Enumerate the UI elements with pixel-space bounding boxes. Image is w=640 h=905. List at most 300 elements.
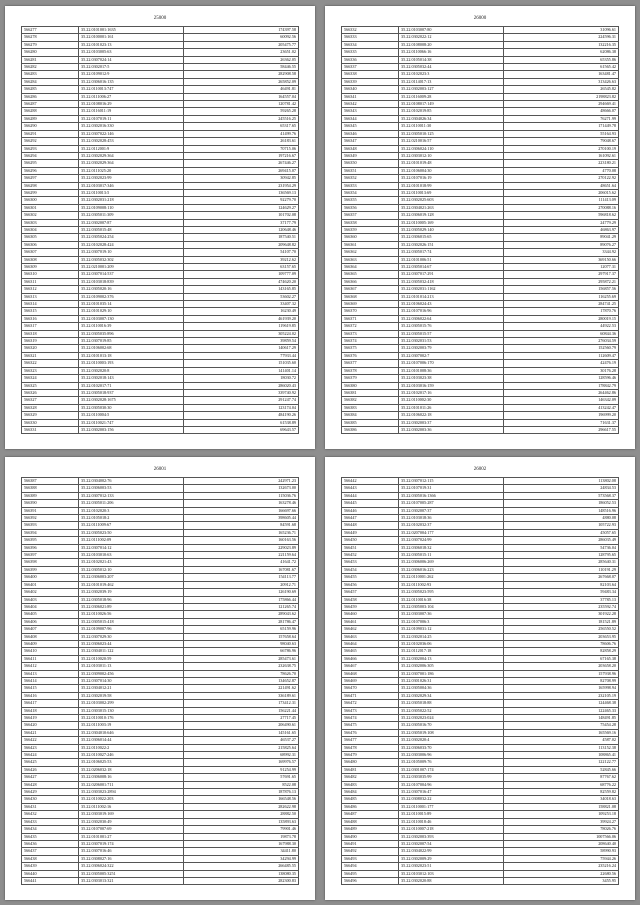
cadastral-number-cell: 35.22.0307016:46 — [79, 848, 184, 855]
table-row — [342, 552, 619, 559]
value-cell: 197216.67 — [184, 152, 299, 159]
row-number-cell: 566319 — [22, 338, 79, 345]
cadastral-number-cell: 35.22.0307024:99 — [399, 537, 504, 544]
table-row — [22, 877, 299, 884]
data-table — [341, 26, 619, 434]
value-cell: 61565.42 — [504, 64, 619, 71]
cadastral-number-cell: 35.22.0108017:149 — [399, 101, 504, 108]
cadastral-number-cell: 35.22.0111006:27 — [79, 93, 184, 100]
cadastral-number-cell: 35.22.0305015:57 — [399, 330, 504, 337]
cadastral-number-cell: 35.22.0302003:79 — [399, 345, 504, 352]
table-row — [22, 559, 299, 566]
row-number-cell: 566369 — [342, 301, 399, 308]
value-cell: 206490.61 — [184, 722, 299, 729]
value-cell: 235216.24 — [504, 863, 619, 870]
cadastral-number-cell: 35.22.0109002:376 — [79, 293, 184, 300]
value-cell: 264462.86 — [504, 389, 619, 396]
row-number-cell: 566301 — [22, 204, 79, 211]
value-cell: 221159.64 — [184, 552, 299, 559]
table-row — [22, 603, 299, 610]
row-number-cell: 566281 — [22, 56, 79, 63]
cadastral-number-cell: 35.22.0106024:43 — [399, 301, 504, 308]
value-cell: 187540.51 — [184, 234, 299, 241]
value-cell: 413242.47 — [504, 404, 619, 411]
cadastral-number-cell: 35.22.0307019:85 — [79, 338, 184, 345]
table-row — [22, 367, 299, 374]
value-cell: 30942.85 — [184, 175, 299, 182]
table-row — [22, 818, 299, 825]
value-cell: 89041.29 — [504, 234, 619, 241]
table-row — [22, 811, 299, 818]
row-number-cell: 566431 — [22, 803, 79, 810]
cadastral-number-cell: 35.22.0307019:10 — [79, 249, 184, 256]
table-row — [342, 308, 619, 315]
table-row — [342, 707, 619, 714]
value-cell: 203653.95 — [504, 633, 619, 640]
table-row — [342, 537, 619, 544]
table-row — [342, 789, 619, 796]
row-number-cell: 566380 — [342, 382, 399, 389]
cadastral-number-cell: 35.22.0103005:63 — [79, 49, 184, 56]
cadastral-number-cell: 35.22.0302018:143 — [79, 375, 184, 382]
row-number-cell: 566456 — [342, 581, 399, 588]
table-row — [342, 863, 619, 870]
cadastral-number-cell: 35.22.0305035:896 — [79, 330, 184, 337]
table-row — [342, 581, 619, 588]
value-cell: 24779.29 — [504, 219, 619, 226]
value-cell: 108865.41 — [504, 752, 619, 759]
value-cell: 116255.69 — [504, 293, 619, 300]
table-row — [342, 130, 619, 137]
row-number-cell: 566442 — [342, 478, 399, 485]
value-cell: 37785.13 — [504, 596, 619, 603]
row-number-cell: 566408 — [22, 633, 79, 640]
value-cell: 105722.93 — [504, 522, 619, 529]
value-cell: 203658.20 — [504, 663, 619, 670]
cadastral-number-cell: 35.22.0307029:30 — [79, 633, 184, 640]
page-title: 25000 — [153, 16, 167, 21]
table-row — [22, 56, 299, 63]
row-number-cell: 566322 — [22, 360, 79, 367]
row-number-cell: 566413 — [22, 670, 79, 677]
cadastral-number-cell: 35.22.0305023:595 — [399, 589, 504, 596]
cadastral-number-cell: 35.22.0305014:67 — [399, 264, 504, 271]
table-row — [342, 803, 619, 810]
row-number-cell: 566445 — [342, 500, 399, 507]
value-cell: 22680.56 — [504, 870, 619, 877]
table-row — [22, 241, 299, 248]
table-row — [342, 426, 619, 433]
value-cell: 148491.85 — [504, 715, 619, 722]
value-cell: 221491.62 — [184, 685, 299, 692]
row-number-cell: 566405 — [22, 611, 79, 618]
table-row — [342, 811, 619, 818]
table-row — [342, 759, 619, 766]
cadastral-number-cell: 35.22.0307022:146 — [79, 130, 184, 137]
cadastral-number-cell: 35.22.0110066:16 — [399, 49, 504, 56]
row-number-cell: 566446 — [342, 507, 399, 514]
value-cell: 215825.64 — [184, 744, 299, 751]
row-number-cell: 566465 — [342, 648, 399, 655]
row-number-cell: 566279 — [22, 41, 79, 48]
value-cell: 65355.86 — [504, 56, 619, 63]
cadastral-number-cell: 35.22.0305018:937 — [79, 389, 184, 396]
table-row — [22, 323, 299, 330]
value-cell: 305224.02 — [184, 330, 299, 337]
row-number-cell: 566390 — [22, 500, 79, 507]
table-row — [342, 286, 619, 293]
value-cell: 30176.28 — [504, 367, 619, 374]
cadastral-number-cell: 35.22.0302007:54 — [399, 840, 504, 847]
value-cell: 146342.09 — [504, 397, 619, 404]
row-number-cell: 566278 — [22, 34, 79, 41]
cadastral-number-cell: 35.22.0101019:48 — [399, 160, 504, 167]
page-title: 26002 — [473, 467, 487, 472]
table-row — [22, 78, 299, 85]
cadastral-number-cell: 35.22.0304022:99 — [399, 848, 504, 855]
page-title: 26001 — [153, 467, 167, 472]
row-number-cell: 566328 — [22, 404, 79, 411]
cadastral-number-cell: 35.22.0306003:53 — [79, 485, 184, 492]
cadastral-number-cell: 35.22.0301026:31 — [399, 677, 504, 684]
row-number-cell: 566441 — [22, 877, 79, 884]
value-cell: 284741.25 — [504, 301, 619, 308]
table-row — [22, 41, 299, 48]
cadastral-number-cell: 35.22.0111025:20 — [79, 167, 184, 174]
table-row — [342, 382, 619, 389]
table-row — [22, 412, 299, 419]
cadastral-number-cell: 35.22.0116009:28 — [399, 93, 504, 100]
value-cell: 78606.76 — [504, 640, 619, 647]
value-cell: 294669.41 — [504, 101, 619, 108]
value-cell: 175866.44 — [184, 596, 299, 603]
table-row — [22, 515, 299, 522]
table-row — [22, 752, 299, 759]
row-number-cell: 566464 — [342, 640, 399, 647]
row-number-cell: 566396 — [22, 544, 79, 551]
table-row — [342, 826, 619, 833]
row-number-cell: 566297 — [22, 175, 79, 182]
value-cell: 196999.20 — [504, 412, 619, 419]
row-number-cell: 566429 — [22, 789, 79, 796]
cadastral-number-cell: 35.22.0302020:88 — [399, 877, 504, 884]
value-cell: 231954.29 — [184, 182, 299, 189]
cadastral-number-cell: 35.22.0110004:5 — [79, 412, 184, 419]
cadastral-number-cell: 35.22.0306019:128 — [399, 212, 504, 219]
value-cell: 57691.65 — [184, 774, 299, 781]
table-row — [342, 152, 619, 159]
cadastral-number-cell: 35.22.0103023:38 — [399, 375, 504, 382]
cadastral-number-cell: 35.22.0305003:104 — [399, 603, 504, 610]
table-row — [22, 670, 299, 677]
table-row — [342, 818, 619, 825]
row-number-cell: 566305 — [22, 234, 79, 241]
value-cell: 68992.31 — [184, 752, 299, 759]
value-cell: 78026.76 — [504, 826, 619, 833]
cadastral-number-cell: 35.22.0101006:51 — [399, 256, 504, 263]
value-cell: 336189.61 — [184, 692, 299, 699]
table-row — [22, 130, 299, 137]
table-row — [22, 522, 299, 529]
cadastral-number-cell: 35.22.0305015:11 — [399, 552, 504, 559]
cadastral-number-cell: 35.22.0306024:110 — [399, 145, 504, 152]
row-number-cell: 566321 — [22, 352, 79, 359]
row-number-cell: 566288 — [22, 108, 79, 115]
row-number-cell: 566392 — [22, 515, 79, 522]
cadastral-number-cell: 35.22.0306003:207 — [79, 574, 184, 581]
value-cell: 286020.43 — [184, 382, 299, 389]
cadastral-number-cell: 35.22.0110020:59 — [79, 655, 184, 662]
table-row — [22, 352, 299, 359]
value-cell: 256550.52 — [504, 626, 619, 633]
cadastral-number-cell: 35.22.0306016:135 — [79, 78, 184, 85]
row-number-cell: 566298 — [22, 182, 79, 189]
table-row — [342, 264, 619, 271]
value-cell: 26545.82 — [504, 86, 619, 93]
row-number-cell: 566459 — [342, 603, 399, 610]
row-number-cell: 566359 — [342, 226, 399, 233]
table-row — [22, 160, 299, 167]
cadastral-number-cell: 35.22.0305005:3251 — [79, 870, 184, 877]
cadastral-number-cell: 35.22.0110013:69 — [399, 189, 504, 196]
cadastral-number-cell: 35.22.0110016:38 — [399, 596, 504, 603]
table-row — [22, 492, 299, 499]
cadastral-number-cell: 35.22.0304012:21 — [79, 685, 184, 692]
row-number-cell: 566426 — [22, 766, 79, 773]
row-number-cell: 566324 — [22, 375, 79, 382]
cadastral-number-cell: 35.22.0102020:3 — [79, 507, 184, 514]
value-cell: 31096.61 — [504, 27, 619, 34]
value-cell: 223180.21 — [504, 160, 619, 167]
row-number-cell: 566447 — [342, 515, 399, 522]
table-row — [342, 256, 619, 263]
value-cell: 165998.94 — [504, 685, 619, 692]
table-row — [342, 71, 619, 78]
table-row — [342, 640, 619, 647]
row-number-cell: 566412 — [22, 663, 79, 670]
row-number-cell: 566403 — [22, 596, 79, 603]
cadastral-number-cell: 35.22.0305019:108 — [399, 729, 504, 736]
table-row — [22, 49, 299, 56]
row-number-cell: 566401 — [22, 581, 79, 588]
row-number-cell: 566468 — [342, 670, 399, 677]
row-number-cell: 566315 — [22, 308, 79, 315]
value-cell: 70715.06 — [184, 145, 299, 152]
table-row — [342, 655, 619, 662]
table-row — [22, 781, 299, 788]
cadastral-number-cell: 35.22.0108016:29 — [79, 101, 184, 108]
value-cell: 134652.87 — [184, 677, 299, 684]
cadastral-number-cell: 35.22.0304011:122 — [79, 648, 184, 655]
table-row — [22, 633, 299, 640]
row-number-cell: 566302 — [22, 212, 79, 219]
table-row — [22, 115, 299, 122]
value-cell: 26362.05 — [184, 56, 299, 63]
cadastral-number-cell: 35.22.0107016:19 — [399, 175, 504, 182]
table-row — [22, 596, 299, 603]
cadastral-number-cell: 35.22.0109007:96 — [79, 626, 184, 633]
cadastral-number-cell: 35.22.0305011:309 — [79, 212, 184, 219]
cadastral-number-cell: 35.22.0102023:3 — [399, 71, 504, 78]
value-cell: 27717.45 — [184, 715, 299, 722]
value-cell: 163278.46 — [184, 500, 299, 507]
value-cell: 154113.77 — [184, 574, 299, 581]
row-number-cell: 566374 — [342, 338, 399, 345]
table-row — [22, 397, 299, 404]
row-number-cell: 566484 — [342, 789, 399, 796]
value-cell: 121265.74 — [184, 603, 299, 610]
value-cell: 82708.99 — [504, 677, 619, 684]
table-row — [22, 404, 299, 411]
cadastral-number-cell: 35.22.0306016:223 — [399, 566, 504, 573]
table-row — [342, 93, 619, 100]
row-number-cell: 566352 — [342, 175, 399, 182]
row-number-cell: 566488 — [342, 818, 399, 825]
row-number-cell: 566277 — [22, 27, 79, 34]
value-cell: 120648.46 — [184, 226, 299, 233]
value-cell: 91254.99 — [184, 766, 299, 773]
row-number-cell: 566411 — [22, 655, 79, 662]
cadastral-number-cell: 35.22.0305015:48 — [79, 226, 184, 233]
table-row — [342, 345, 619, 352]
cadastral-number-cell: 35.22.0103010:63 — [79, 552, 184, 559]
cadastral-number-cell: 35.22.0302003:36 — [399, 426, 504, 433]
cadastral-number-cell: 35.22.0101013:18 — [79, 352, 184, 359]
row-number-cell: 566438 — [22, 855, 79, 862]
row-number-cell: 566406 — [22, 618, 79, 625]
cadastral-number-cell: 35.22.0106025:53 — [79, 759, 184, 766]
table-row — [342, 323, 619, 330]
cadastral-number-cell: 35.22.0302003:127 — [399, 86, 504, 93]
cadastral-number-cell: 35.22.0305016:1366 — [399, 492, 504, 499]
row-number-cell: 566294 — [22, 152, 79, 159]
cadastral-number-cell: 35.22.0110011:30 — [399, 123, 504, 130]
value-cell: 186052.53 — [504, 500, 619, 507]
row-number-cell: 566371 — [342, 315, 399, 322]
row-number-cell: 566334 — [342, 41, 399, 48]
cadastral-number-cell: 35.22.0110015:89 — [399, 811, 504, 818]
table-row — [22, 219, 299, 226]
cadastral-number-cell: 35.22.0307016:47 — [399, 789, 504, 796]
value-cell: 41499.76 — [184, 130, 299, 137]
table-row — [22, 529, 299, 536]
cadastral-number-cell: 35.22.0307012:133 — [79, 492, 184, 499]
value-cell: 206015.62 — [504, 189, 619, 196]
row-number-cell: 566435 — [22, 833, 79, 840]
table-row — [342, 86, 619, 93]
row-number-cell: 566491 — [342, 840, 399, 847]
value-cell: 151035.60 — [184, 360, 299, 367]
row-number-cell: 566358 — [342, 219, 399, 226]
value-cell: 132216.35 — [504, 41, 619, 48]
table-row — [22, 796, 299, 803]
cadastral-number-cell: 35.22.0302020:8 — [79, 367, 184, 374]
table-row — [342, 375, 619, 382]
table-row — [342, 315, 619, 322]
value-cell: 165569.16 — [504, 729, 619, 736]
cadastral-number-cell: 35.22.0303023:2894 — [79, 789, 184, 796]
value-cell: 169976.57 — [184, 759, 299, 766]
value-cell: 281786.47 — [184, 618, 299, 625]
row-number-cell: 566349 — [342, 152, 399, 159]
value-cell: 269415.07 — [184, 167, 299, 174]
table-row — [342, 618, 619, 625]
table-row — [342, 485, 619, 492]
table-row — [22, 574, 299, 581]
row-number-cell: 566432 — [22, 811, 79, 818]
row-number-cell: 566410 — [22, 648, 79, 655]
table-row — [22, 626, 299, 633]
table-row — [22, 338, 299, 345]
row-number-cell: 566325 — [22, 382, 79, 389]
row-number-cell: 566354 — [342, 189, 399, 196]
row-number-cell: 566417 — [22, 700, 79, 707]
value-cell: 163481.47 — [504, 71, 619, 78]
cadastral-number-cell: 35.22.0110026:56 — [79, 611, 184, 618]
value-cell: 265852.09 — [184, 78, 299, 85]
cadastral-number-cell: 35.22.0307017:291 — [399, 271, 504, 278]
table-row — [22, 478, 299, 485]
row-number-cell: 566355 — [342, 197, 399, 204]
row-number-cell: 566485 — [342, 796, 399, 803]
value-cell: 58990.93 — [504, 848, 619, 855]
table-row — [22, 308, 299, 315]
value-cell: 17870.76 — [504, 308, 619, 315]
value-cell: 157658.64 — [184, 633, 299, 640]
value-cell: 46863.97 — [504, 226, 619, 233]
row-number-cell: 566326 — [22, 389, 79, 396]
value-cell: 89076.27 — [504, 241, 619, 248]
table-row — [342, 78, 619, 85]
table-row — [342, 115, 619, 122]
value-cell: 296617.55 — [504, 426, 619, 433]
table-row — [342, 271, 619, 278]
row-number-cell: 566309 — [22, 264, 79, 271]
row-number-cell: 566386 — [342, 426, 399, 433]
row-number-cell: 566329 — [22, 412, 79, 419]
value-cell: 369150.66 — [504, 256, 619, 263]
row-number-cell: 566345 — [342, 123, 399, 130]
value-cell: 46491.81 — [184, 86, 299, 93]
value-cell: 68776.22 — [504, 781, 619, 788]
table-row — [342, 397, 619, 404]
table-row — [342, 855, 619, 862]
value-cell: 53602.27 — [184, 293, 299, 300]
row-number-cell: 566311 — [22, 278, 79, 285]
value-cell: 122465.33 — [504, 707, 619, 714]
row-number-cell: 566313 — [22, 293, 79, 300]
cadastral-number-cell: 35.22.0103012:103 — [399, 870, 504, 877]
table-row — [342, 796, 619, 803]
table-row — [342, 226, 619, 233]
value-cell: 143165.85 — [184, 286, 299, 293]
row-number-cell: 566367 — [342, 286, 399, 293]
cadastral-number-cell: 35.22.0305022:52 — [399, 707, 504, 714]
row-number-cell: 566368 — [342, 293, 399, 300]
table-row — [22, 123, 299, 130]
cadastral-number-cell: 35.22.0305018:96 — [79, 596, 184, 603]
cadastral-number-cell: 35.22.0302007:37 — [399, 507, 504, 514]
document-page-2 — [325, 6, 635, 449]
cadastral-number-cell: 35.22.0101018:99 — [399, 182, 504, 189]
value-cell: 156857.56 — [504, 286, 619, 293]
table-row — [342, 293, 619, 300]
table-row — [342, 833, 619, 840]
value-cell: 157938.96 — [504, 670, 619, 677]
value-cell: 82559.82 — [504, 789, 619, 796]
table-row — [342, 544, 619, 551]
table-row — [342, 877, 619, 884]
